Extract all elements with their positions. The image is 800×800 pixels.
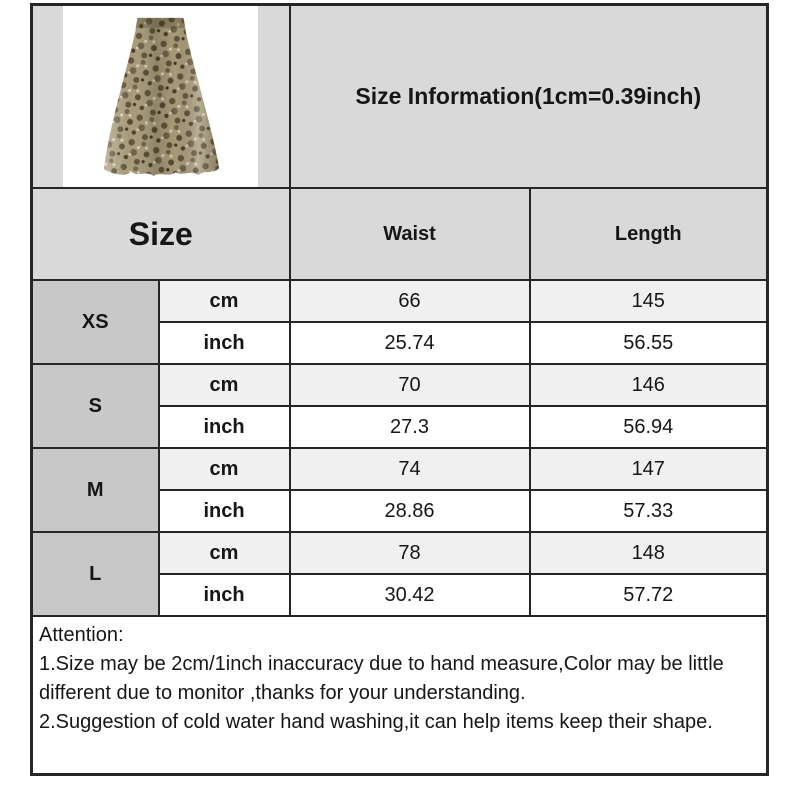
column-header-waist: Waist [290,188,530,280]
waist-inch-value: 27.3 [290,406,530,448]
waist-cm-value: 78 [290,532,530,574]
unit-label-cm: cm [159,280,290,322]
waist-cm-value: 74 [290,448,530,490]
attention-heading: Attention: [39,624,124,646]
length-cm-value: 146 [530,364,768,406]
length-cm-value: 147 [530,448,768,490]
length-inch-value: 57.72 [530,574,768,616]
length-cm-value: 145 [530,280,768,322]
unit-label-cm: cm [159,364,290,406]
table-row [32,364,768,406]
waist-inch-value: 30.42 [290,574,530,616]
attention-line-3: 2.Suggestion of cold water hand washing,it can help items keep their shape. [39,711,713,733]
size-label-l: L [32,532,159,616]
table-row [32,5,768,189]
waist-cm-value: 70 [290,364,530,406]
attention-note [32,616,768,775]
unit-label-cm: cm [159,532,290,574]
column-header-length: Length [530,188,768,280]
unit-label-inch: inch [159,322,290,364]
size-label-xs: XS [32,280,159,364]
waist-cm-value: 66 [290,280,530,322]
column-header-size: Size [32,188,290,280]
table-row [32,616,768,775]
size-table [30,3,769,776]
table-row [32,532,768,574]
product-image-cell [32,5,290,189]
length-cm-value: 148 [530,532,768,574]
size-chart-sheet [30,3,766,776]
waist-inch-value: 28.86 [290,490,530,532]
size-info-title: Size Information(1cm=0.39inch) [290,5,768,189]
attention-line-2: different due to monitor ,thanks for your understanding. [39,682,526,704]
unit-label-inch: inch [159,490,290,532]
size-label-s: S [32,364,159,448]
length-inch-value: 56.94 [530,406,768,448]
unit-label-inch: inch [159,406,290,448]
table-row [32,448,768,490]
length-inch-value: 56.55 [530,322,768,364]
unit-label-cm: cm [159,448,290,490]
size-label-m: M [32,448,159,532]
table-header-row [32,188,768,280]
attention-line-1: 1.Size may be 2cm/1inch inaccuracy due to hand measure,Color may be little [39,653,724,675]
table-row [32,280,768,322]
unit-label-inch: inch [159,574,290,616]
waist-inch-value: 25.74 [290,322,530,364]
length-inch-value: 57.33 [530,490,768,532]
leopard-skirt-image [63,6,258,187]
product-photo [63,6,258,187]
